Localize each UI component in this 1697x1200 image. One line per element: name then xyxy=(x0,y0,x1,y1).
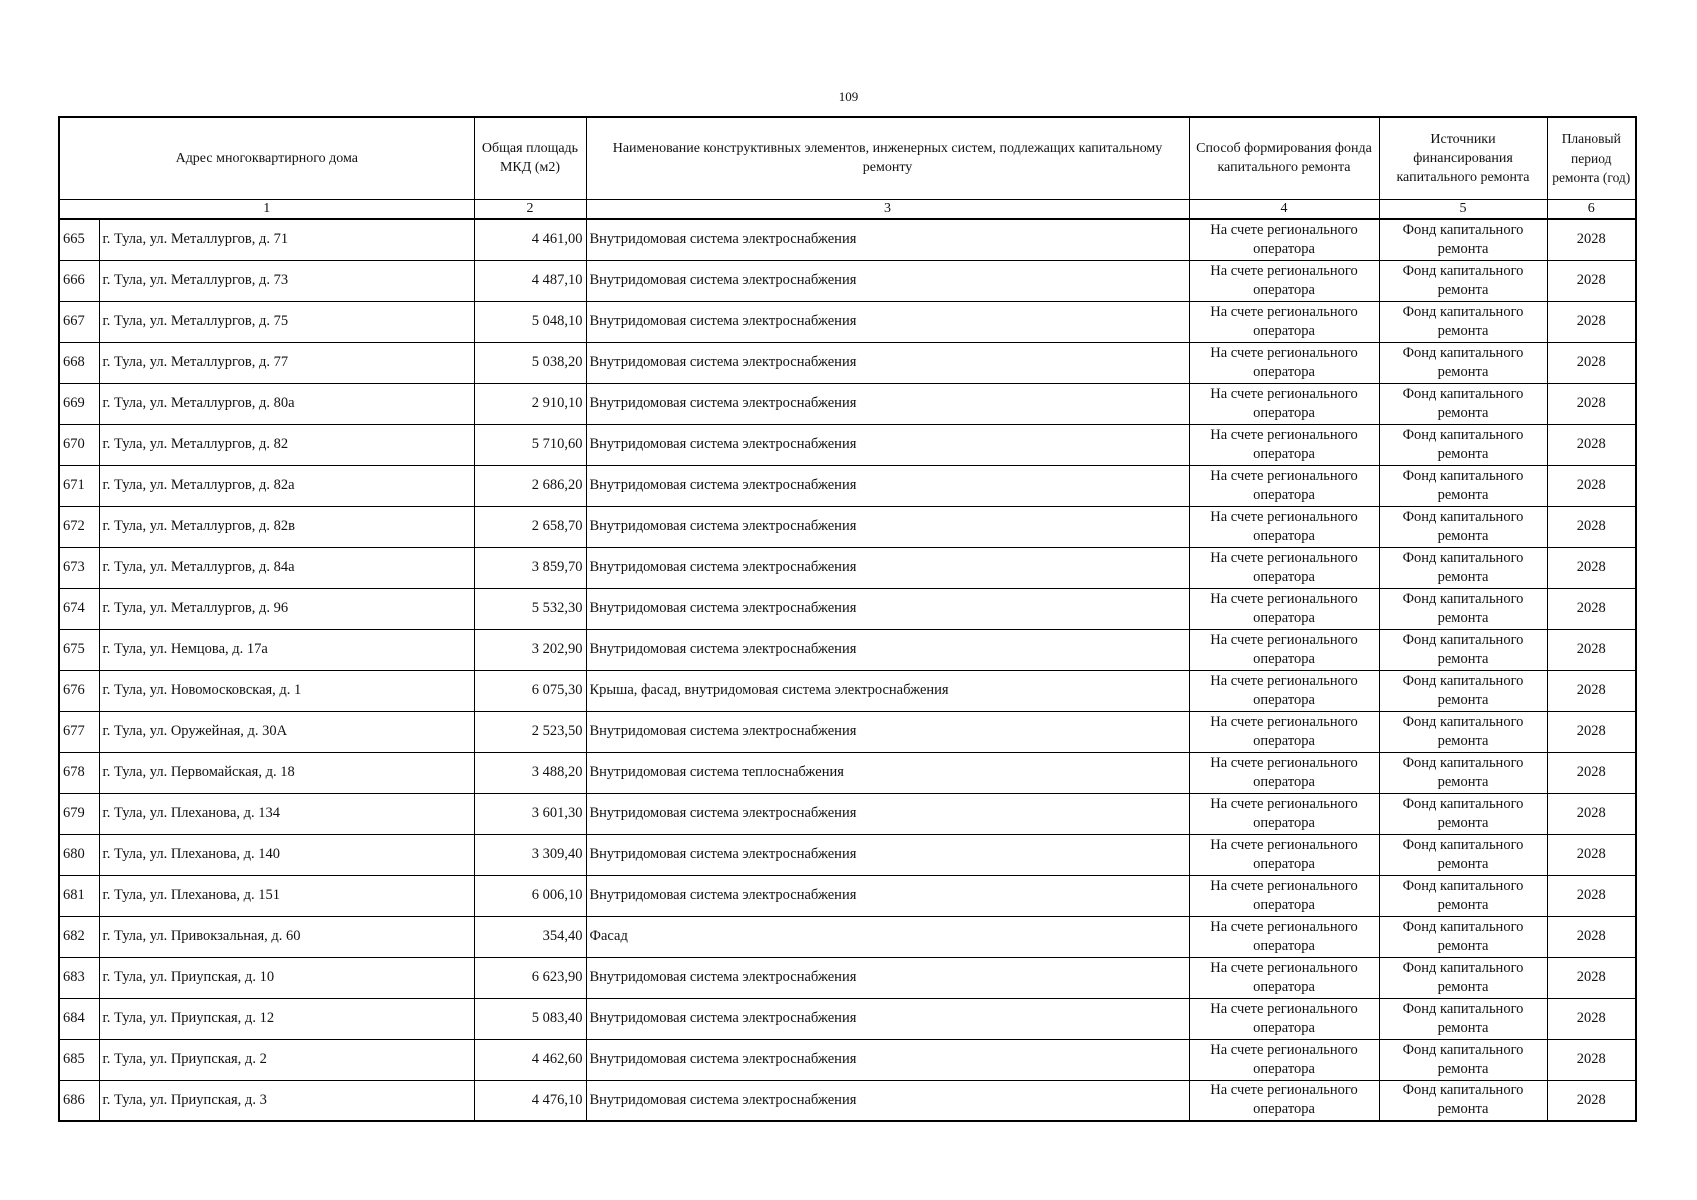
row-elements: Внутридомовая система электроснабжения xyxy=(586,998,1189,1039)
row-method: На счете регионального оператора xyxy=(1189,916,1379,957)
row-area: 3 488,20 xyxy=(474,752,586,793)
row-year: 2028 xyxy=(1547,260,1636,301)
row-source: Фонд капитального ремонта xyxy=(1379,588,1547,629)
row-method: На счете регионального оператора xyxy=(1189,875,1379,916)
row-elements: Внутридомовая система электроснабжения xyxy=(586,588,1189,629)
row-area: 3 309,40 xyxy=(474,834,586,875)
row-area: 354,40 xyxy=(474,916,586,957)
row-year: 2028 xyxy=(1547,547,1636,588)
row-elements: Внутридомовая система электроснабжения xyxy=(586,506,1189,547)
row-number: 681 xyxy=(59,875,99,916)
row-address: г. Тула, ул. Новомосковская, д. 1 xyxy=(99,670,474,711)
row-method: На счете регионального оператора xyxy=(1189,629,1379,670)
row-elements: Внутридомовая система электроснабжения xyxy=(586,424,1189,465)
row-number: 677 xyxy=(59,711,99,752)
row-source: Фонд капитального ремонта xyxy=(1379,506,1547,547)
row-number: 666 xyxy=(59,260,99,301)
row-area: 3 202,90 xyxy=(474,629,586,670)
row-elements: Крыша, фасад, внутридомовая система электроснабжения xyxy=(586,670,1189,711)
row-method: На счете регионального оператора xyxy=(1189,219,1379,260)
row-address: г. Тула, ул. Металлургов, д. 82а xyxy=(99,465,474,506)
table-row xyxy=(59,629,1636,670)
column-number: 6 xyxy=(1547,199,1636,219)
row-number: 668 xyxy=(59,342,99,383)
row-number: 672 xyxy=(59,506,99,547)
row-method: На счете регионального оператора xyxy=(1189,424,1379,465)
header-elements: Наименование конструктивных элементов, инженерных систем, подлежащих капитальному ремонту xyxy=(586,117,1189,199)
row-elements: Внутридомовая система электроснабжения xyxy=(586,957,1189,998)
table-row xyxy=(59,547,1636,588)
table-row xyxy=(59,752,1636,793)
header-address: Адрес многоквартирного дома xyxy=(59,117,474,199)
row-address: г. Тула, ул. Приупская, д. 3 xyxy=(99,1080,474,1121)
row-area: 5 710,60 xyxy=(474,424,586,465)
row-source: Фонд капитального ремонта xyxy=(1379,342,1547,383)
row-elements: Внутридомовая система электроснабжения xyxy=(586,711,1189,752)
row-number: 685 xyxy=(59,1039,99,1080)
row-number: 665 xyxy=(59,219,99,260)
row-number: 667 xyxy=(59,301,99,342)
table-row xyxy=(59,711,1636,752)
row-area: 5 038,20 xyxy=(474,342,586,383)
row-method: На счете регионального оператора xyxy=(1189,998,1379,1039)
row-source: Фонд капитального ремонта xyxy=(1379,301,1547,342)
header-method: Способ формирования фонда капитального ремонта xyxy=(1189,117,1379,199)
row-address: г. Тула, ул. Приупская, д. 12 xyxy=(99,998,474,1039)
row-address: г. Тула, ул. Металлургов, д. 73 xyxy=(99,260,474,301)
row-elements: Внутридомовая система электроснабжения xyxy=(586,875,1189,916)
row-number: 671 xyxy=(59,465,99,506)
row-elements: Внутридомовая система электроснабжения xyxy=(586,383,1189,424)
row-number: 684 xyxy=(59,998,99,1039)
row-source: Фонд капитального ремонта xyxy=(1379,465,1547,506)
row-method: На счете регионального оператора xyxy=(1189,711,1379,752)
row-year: 2028 xyxy=(1547,629,1636,670)
row-year: 2028 xyxy=(1547,916,1636,957)
row-source: Фонд капитального ремонта xyxy=(1379,1080,1547,1121)
row-address: г. Тула, ул. Металлургов, д. 82 xyxy=(99,424,474,465)
row-area: 6 623,90 xyxy=(474,957,586,998)
row-area: 2 523,50 xyxy=(474,711,586,752)
row-source: Фонд капитального ремонта xyxy=(1379,219,1547,260)
row-method: На счете регионального оператора xyxy=(1189,670,1379,711)
row-source: Фонд капитального ремонта xyxy=(1379,547,1547,588)
column-number: 5 xyxy=(1379,199,1547,219)
row-year: 2028 xyxy=(1547,301,1636,342)
table-row xyxy=(59,793,1636,834)
row-source: Фонд капитального ремонта xyxy=(1379,957,1547,998)
row-address: г. Тула, ул. Металлургов, д. 71 xyxy=(99,219,474,260)
row-address: г. Тула, ул. Приупская, д. 2 xyxy=(99,1039,474,1080)
row-year: 2028 xyxy=(1547,1080,1636,1121)
row-source: Фонд капитального ремонта xyxy=(1379,875,1547,916)
row-area: 5 532,30 xyxy=(474,588,586,629)
row-method: На счете регионального оператора xyxy=(1189,260,1379,301)
row-method: На счете регионального оператора xyxy=(1189,465,1379,506)
row-address: г. Тула, ул. Металлургов, д. 84а xyxy=(99,547,474,588)
row-source: Фонд капитального ремонта xyxy=(1379,998,1547,1039)
row-number: 674 xyxy=(59,588,99,629)
row-year: 2028 xyxy=(1547,834,1636,875)
table-row xyxy=(59,219,1636,260)
row-method: На счете регионального оператора xyxy=(1189,588,1379,629)
row-address: г. Тула, ул. Приупская, д. 10 xyxy=(99,957,474,998)
row-elements: Внутридомовая система электроснабжения xyxy=(586,793,1189,834)
row-year: 2028 xyxy=(1547,342,1636,383)
table-row xyxy=(59,588,1636,629)
column-number: 3 xyxy=(586,199,1189,219)
row-number: 678 xyxy=(59,752,99,793)
column-number: 1 xyxy=(59,199,474,219)
row-address: г. Тула, ул. Плеханова, д. 134 xyxy=(99,793,474,834)
row-area: 2 686,20 xyxy=(474,465,586,506)
row-year: 2028 xyxy=(1547,998,1636,1039)
row-area: 5 083,40 xyxy=(474,998,586,1039)
row-source: Фонд капитального ремонта xyxy=(1379,629,1547,670)
row-number: 683 xyxy=(59,957,99,998)
row-address: г. Тула, ул. Металлургов, д. 80а xyxy=(99,383,474,424)
table-row xyxy=(59,506,1636,547)
row-area: 4 476,10 xyxy=(474,1080,586,1121)
table-row xyxy=(59,465,1636,506)
row-address: г. Тула, ул. Плеханова, д. 140 xyxy=(99,834,474,875)
row-number: 675 xyxy=(59,629,99,670)
row-elements: Внутридомовая система электроснабжения xyxy=(586,629,1189,670)
row-source: Фонд капитального ремонта xyxy=(1379,670,1547,711)
row-year: 2028 xyxy=(1547,219,1636,260)
row-address: г. Тула, ул. Металлургов, д. 77 xyxy=(99,342,474,383)
row-source: Фонд капитального ремонта xyxy=(1379,711,1547,752)
row-number: 676 xyxy=(59,670,99,711)
row-area: 6 075,30 xyxy=(474,670,586,711)
row-number: 673 xyxy=(59,547,99,588)
row-year: 2028 xyxy=(1547,424,1636,465)
row-method: На счете регионального оператора xyxy=(1189,342,1379,383)
table-row xyxy=(59,1039,1636,1080)
row-elements: Внутридомовая система электроснабжения xyxy=(586,342,1189,383)
table-row xyxy=(59,834,1636,875)
row-year: 2028 xyxy=(1547,957,1636,998)
row-method: На счете регионального оператора xyxy=(1189,506,1379,547)
row-source: Фонд капитального ремонта xyxy=(1379,424,1547,465)
row-source: Фонд капитального ремонта xyxy=(1379,834,1547,875)
table-row xyxy=(59,875,1636,916)
row-area: 5 048,10 xyxy=(474,301,586,342)
column-number: 2 xyxy=(474,199,586,219)
row-area: 2 910,10 xyxy=(474,383,586,424)
table-row xyxy=(59,957,1636,998)
row-area: 3 859,70 xyxy=(474,547,586,588)
row-address: г. Тула, ул. Немцова, д. 17а xyxy=(99,629,474,670)
row-address: г. Тула, ул. Оружейная, д. 30А xyxy=(99,711,474,752)
row-source: Фонд капитального ремонта xyxy=(1379,916,1547,957)
row-method: На счете регионального оператора xyxy=(1189,1039,1379,1080)
row-number: 669 xyxy=(59,383,99,424)
table-row xyxy=(59,916,1636,957)
row-number: 670 xyxy=(59,424,99,465)
row-method: На счете регионального оператора xyxy=(1189,834,1379,875)
row-year: 2028 xyxy=(1547,752,1636,793)
row-elements: Внутридомовая система электроснабжения xyxy=(586,301,1189,342)
table-row xyxy=(59,424,1636,465)
row-elements: Внутридомовая система электроснабжения xyxy=(586,219,1189,260)
row-number: 682 xyxy=(59,916,99,957)
table-row xyxy=(59,342,1636,383)
row-elements: Внутридомовая система электроснабжения xyxy=(586,547,1189,588)
page-number: 109 xyxy=(838,89,859,104)
row-elements: Внутридомовая система электроснабжения xyxy=(586,1039,1189,1080)
row-source: Фонд капитального ремонта xyxy=(1379,752,1547,793)
table-body xyxy=(59,219,1636,1121)
row-elements: Внутридомовая система электроснабжения xyxy=(586,465,1189,506)
table-row xyxy=(59,301,1636,342)
row-method: На счете регионального оператора xyxy=(1189,752,1379,793)
row-elements: Внутридомовая система электроснабжения xyxy=(586,1080,1189,1121)
row-source: Фонд капитального ремонта xyxy=(1379,383,1547,424)
row-elements: Внутридомовая система электроснабжения xyxy=(586,834,1189,875)
row-method: На счете регионального оператора xyxy=(1189,793,1379,834)
row-year: 2028 xyxy=(1547,711,1636,752)
row-area: 6 006,10 xyxy=(474,875,586,916)
row-area: 2 658,70 xyxy=(474,506,586,547)
row-address: г. Тула, ул. Привокзальная, д. 60 xyxy=(99,916,474,957)
row-method: На счете регионального оператора xyxy=(1189,383,1379,424)
row-address: г. Тула, ул. Плеханова, д. 151 xyxy=(99,875,474,916)
table-row xyxy=(59,998,1636,1039)
row-area: 4 462,60 xyxy=(474,1039,586,1080)
row-address: г. Тула, ул. Металлургов, д. 96 xyxy=(99,588,474,629)
row-number: 679 xyxy=(59,793,99,834)
row-number: 680 xyxy=(59,834,99,875)
row-year: 2028 xyxy=(1547,588,1636,629)
row-address: г. Тула, ул. Металлургов, д. 75 xyxy=(99,301,474,342)
row-source: Фонд капитального ремонта xyxy=(1379,260,1547,301)
row-elements: Внутридомовая система электроснабжения xyxy=(586,260,1189,301)
row-year: 2028 xyxy=(1547,793,1636,834)
row-area: 4 461,00 xyxy=(474,219,586,260)
row-method: На счете регионального оператора xyxy=(1189,547,1379,588)
row-elements: Фасад xyxy=(586,916,1189,957)
row-area: 4 487,10 xyxy=(474,260,586,301)
row-address: г. Тула, ул. Металлургов, д. 82в xyxy=(99,506,474,547)
row-number: 686 xyxy=(59,1080,99,1121)
column-number: 4 xyxy=(1189,199,1379,219)
table-row xyxy=(59,260,1636,301)
row-method: На счете регионального оператора xyxy=(1189,957,1379,998)
row-area: 3 601,30 xyxy=(474,793,586,834)
row-method: На счете регионального оператора xyxy=(1189,1080,1379,1121)
row-year: 2028 xyxy=(1547,1039,1636,1080)
row-year: 2028 xyxy=(1547,506,1636,547)
row-year: 2028 xyxy=(1547,383,1636,424)
column-number-row xyxy=(59,199,1636,219)
row-elements: Внутридомовая система теплоснабжения xyxy=(586,752,1189,793)
table-row xyxy=(59,1080,1636,1121)
row-source: Фонд капитального ремонта xyxy=(1379,1039,1547,1080)
table-row xyxy=(59,670,1636,711)
row-year: 2028 xyxy=(1547,465,1636,506)
header-row xyxy=(59,117,1636,199)
table-row xyxy=(59,383,1636,424)
header-area: Общая площадь МКД (м2) xyxy=(474,117,586,199)
row-year: 2028 xyxy=(1547,875,1636,916)
row-address: г. Тула, ул. Первомайская, д. 18 xyxy=(99,752,474,793)
repair-schedule-table xyxy=(58,116,1637,1122)
row-source: Фонд капитального ремонта xyxy=(1379,793,1547,834)
row-year: 2028 xyxy=(1547,670,1636,711)
header-year: Плановый период ремонта (год) xyxy=(1547,117,1636,199)
row-method: На счете регионального оператора xyxy=(1189,301,1379,342)
header-source: Источники финансирования капитального ремонта xyxy=(1379,117,1547,199)
